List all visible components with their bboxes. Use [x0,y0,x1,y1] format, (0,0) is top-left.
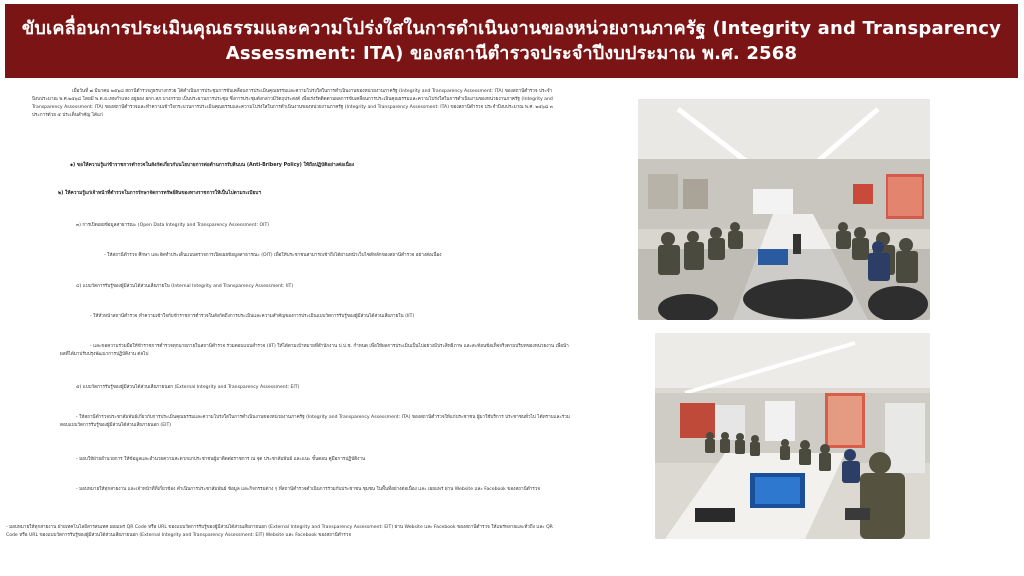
meeting-photo-1 [638,99,930,320]
iit-text-2: - และขอความร่วมมือให้ข้าราชการตำรวจทุกนายภายในสถานีตำรวจ ร่วมตอบแบบสำรวจ (IIT) ให้ได้ตามเป้าหมายที่สำนักงาน ป.ป.ช. กำหนด เพื่อให้ผลการประเมินเป็นไปอย่างมีประสิทธิภาพ และสะท้อนข้อเท็จจริงตามบริบทของหน่วยงาน เพื่อนำผลที่ได้มาปรับปรุงพัฒนาการปฏิบัติงาน ต่อไป [60,344,569,357]
oit-text: - ให้สถานีตำรวจ ศึกษา และจัดทำประเด็นแบบตรวจการเปิดเผยข้อมูลสาธารณะ (OIT) เพื่อให้ประชาชนสามารถเข้าถึงได้ผ่านหน้าเว็บไซต์หลักของสถานีตำรวจ อย่างต่อเนื่อง [104,253,442,258]
point-1: ๑) ขอให้ความรู้แก่ข้าราชการตำรวจในสังกัดเกี่ยวกับนโยบายการต่อต้านการรับสินบน (Anti-Bribery Policy) ให้ถือปฏิบัติอย่างต่อเนื่อง [70,163,355,168]
eit-text-1: - ให้สถานีตำรวจประชาสัมพันธ์เกี่ยวกับการประเมินคุณธรรมและความโปร่งใสในการดำเนินงานของหน่วยงานภาครัฐ (Integrity and Transparency Assessment: ITA) ของสถานีตำรวจให้แก่ประชาชน ผู้มาใช้บริการ ประชาชนทั่วไป ได้ทราบและร่วมตอบแบบวัดการรับรู้ของผู้มีส่วนได้ส่วนเสียภายนอก (EIT) [60,415,570,428]
intro-paragraph: เมื่อวันที่ ๗ มีนาคม ๒๕๖๘ สถานีตำรวจภูธรบางกรวย ได้ดำเนินการประชุมการขับเคลื่อนการประเมินคุณธรรมและความโปร่งใสในการดำเนินงานของหน่วยงานภาครัฐ (Integrity and Transparency Assessment: ITA) ของสถานีตำรวจ ประจำปีงบประมาณ พ.ศ.๒๕๖๘ โดยมี พ.ต.อ.เทพกำแหง อยู่ยอง ผกก.สภ.บางกรวย เป็นประธานการประชุม ซึ่งการประชุมดังกล่าวมีวัตถุประสงค์ เพื่อเร่งรัดติดตามผลการขับเคลื่อนการประเมินคุณธรรมและความโปร่งใสในการดำเนินงานของหน่วยงานภาครัฐ (Integrity and Transparency Assessment: ITA) ของสถานีตำรวจและทำความเข้าใจกระบวนการประเมินคุณธรรมและความโปร่งใสในการดำเนินงานของหน่วยงานภาครัฐ (Integrity and Transparency Assessment: ITA) ของสถานีตำรวจ ประจำปีงบประมาณ พ.ศ. ๒๕๖๘ ๓ ประการด้วย ๕ ประเด็นสำคัญ ได้แก่ [32,89,553,118]
page-title-line-1: ขับเคลื่อนการประเมินคุณธรรมและความโปร่งใสในการดำเนินงานของหน่วยงานภาครัฐ (Integrity and Transparency [21,18,1002,39]
page-title-line-2: Assessment: ITA) ของสถานีตำรวจประจำปีงบประมาณ พ.ศ. 2568 [225,43,798,64]
eit-text-2: - มอบให้ฝ่ายอำนวยการ ให้ข้อมูลและอำนวยความสะดวกแก่ประชาชนผู้มาติดต่อราชการ ณ จุด ประชาสัมพันธ์ และแนะ ขั้นตอน คู่มือการปฏิบัติงาน [76,457,366,462]
meeting-room-illustration-1 [638,99,930,320]
point-2: ๒) ให้ความรู้แก่เจ้าหน้าที่ตำรวจในการรักษาจัดการทรัพย์สินของทางราชการให้เป็นไปตามระเบียบฯ [58,191,262,196]
iit-heading: ๔) แบบวัดการรับรู้ของผู้มีส่วนได้ส่วนเสียภายใน (Internal Integrity and Transparency Assessment: IIT) [76,284,294,289]
iit-text-1: - ให้หัวหน้าสถานีตำรวจ ทำความเข้าใจกับข้าราชการตำรวจในสังกัดถึงการประเมินและความสำคัญของการประเมินแบบวัดการรับรู้ของผู้มีส่วนได้ส่วนเสียภายใน (IIT) [90,314,415,319]
footer-note: - มอบหมายให้ทุกสายงาน ฝ่ายเทคโนโลยีสารสนเทศ เผยแพร่ QR Code หรือ URL ของแบบวัดการรับรู้ของผู้มีส่วนได้ส่วนเสียภายนอก (External Integrity and Transparency Assessment: EIT) ผ่าน Website และ Facebook ของสถานีตำรวจ ให้แพร่หลายและทั่วถึง และ QR Code หรือ URL ของแบบวัดการรับรู้ของผู้มีส่วนได้ส่วนเสียภายนอก (External Integrity and Transparency Assessment: EIT) Website และ Facebook ของสถานีตำรวจ [6,525,553,538]
oit-heading: ๓) การเปิดเผยข้อมูลสาธารณะ (Open Data Integrity and Transparency Assessment: OIT) [76,223,270,228]
meeting-photo-2 [655,333,930,539]
meeting-room-illustration-2 [655,333,930,539]
title-banner [5,4,1018,78]
eit-heading: ๕) แบบวัดการรับรู้ของผู้มีส่วนได้ส่วนเสียภายนอก (External Integrity and Transparency Assessment: EIT) [76,385,300,390]
eit-text-3: - มอบหมายให้ทุกสายงาน และเจ้าหน้าที่ที่เกี่ยวข้อง ดำเนินการประชาสัมพันธ์ ข้อมูล และกิจกรรมต่าง ๆ ที่สถานีตำรวจดำเนินการร่วมกับประชาชน ชุมชน ในพื้นที่อย่างต่อเนื่อง และ เผยแพร่ ผ่าน Website และ Facebook ของสถานีตำรวจ [76,487,541,492]
